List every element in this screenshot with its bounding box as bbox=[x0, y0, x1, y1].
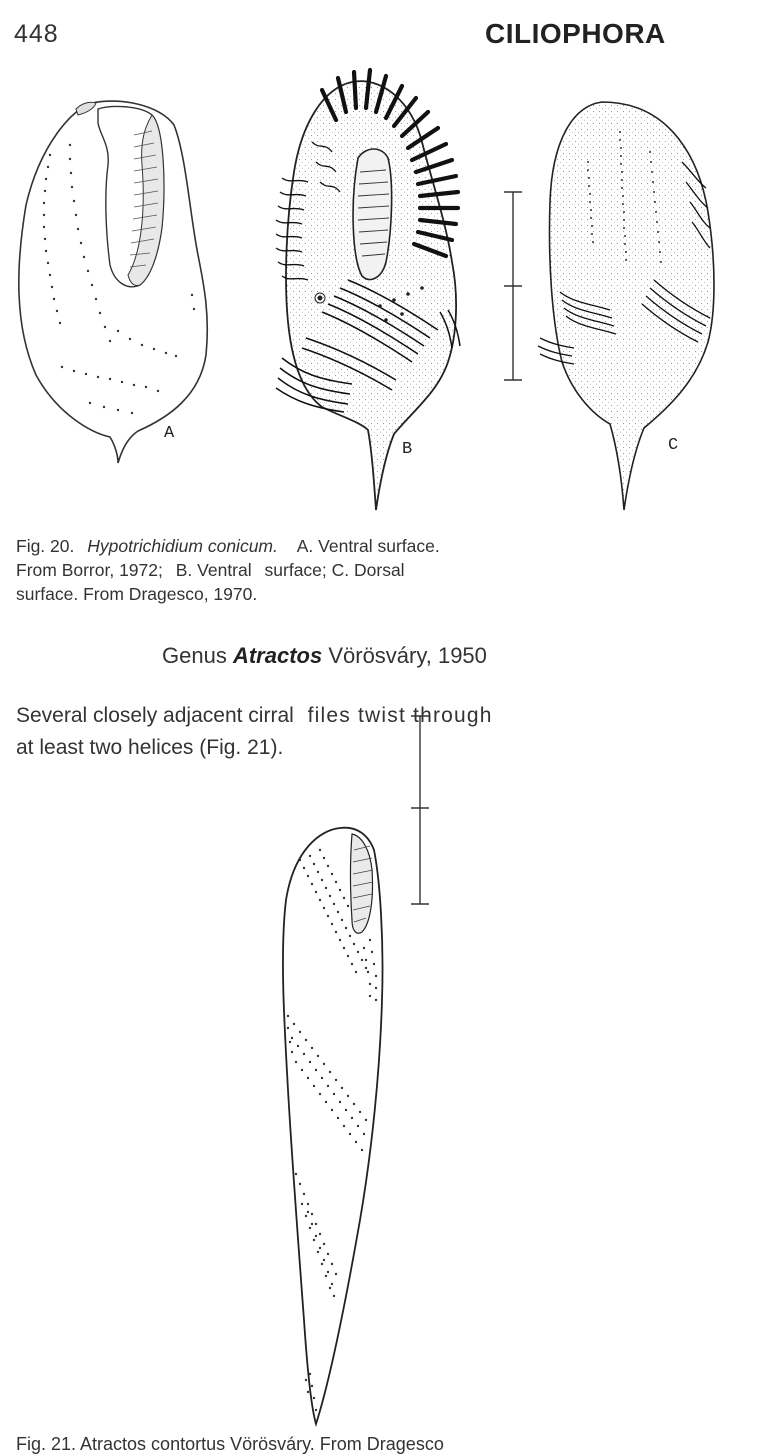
genus-authority: Vörösváry, 1950 bbox=[328, 643, 487, 668]
figure-20-scale-bar bbox=[498, 188, 528, 384]
description-line1-a: Several closely adjacent cirral bbox=[16, 704, 294, 727]
caption-species-name: Hypotrichidium conicum. bbox=[87, 536, 278, 556]
genus-name: Atractos bbox=[232, 643, 323, 668]
genus-prefix: Genus bbox=[162, 643, 227, 668]
figure-20b-ventral-drawing bbox=[262, 62, 472, 517]
description-line2: at least two helices (Fig. 21). bbox=[16, 736, 284, 759]
figure-20c-dorsal-drawing bbox=[532, 92, 712, 512]
genus-heading bbox=[162, 643, 487, 669]
figure-21-scale-bar bbox=[405, 712, 435, 908]
figure-20-panel-label-c: C bbox=[668, 436, 679, 455]
caption-line2-source: From Borror, 1972; bbox=[16, 560, 163, 580]
caption-line1-panel-a: A. Ventral surface. bbox=[296, 536, 440, 556]
figure-20-caption bbox=[16, 534, 776, 606]
caption-line2-panel-b: B. Ventral bbox=[175, 560, 252, 580]
caption-fig-label: Fig. 20. bbox=[16, 536, 75, 556]
caption-line3: surface. From Dragesco, 1970. bbox=[16, 584, 258, 604]
figure-20a-ventral-drawing bbox=[0, 95, 240, 465]
figure-21-caption bbox=[16, 1432, 776, 1456]
figure-20-panel-label-a: A bbox=[164, 424, 175, 443]
page-number: 448 bbox=[14, 20, 59, 48]
caption-line2-panel-c: surface; C. Dorsal bbox=[264, 560, 405, 580]
figure-21-caption-text: Fig. 21. Atractos contortus Vörösváry. From Dragesco bbox=[16, 1434, 444, 1454]
figure-21-atractos-drawing bbox=[270, 820, 410, 1430]
figure-20-panel-label-b: B bbox=[402, 440, 413, 459]
description-line1-b: files twist through bbox=[307, 704, 493, 727]
running-head: CILIOPHORA bbox=[485, 18, 666, 49]
